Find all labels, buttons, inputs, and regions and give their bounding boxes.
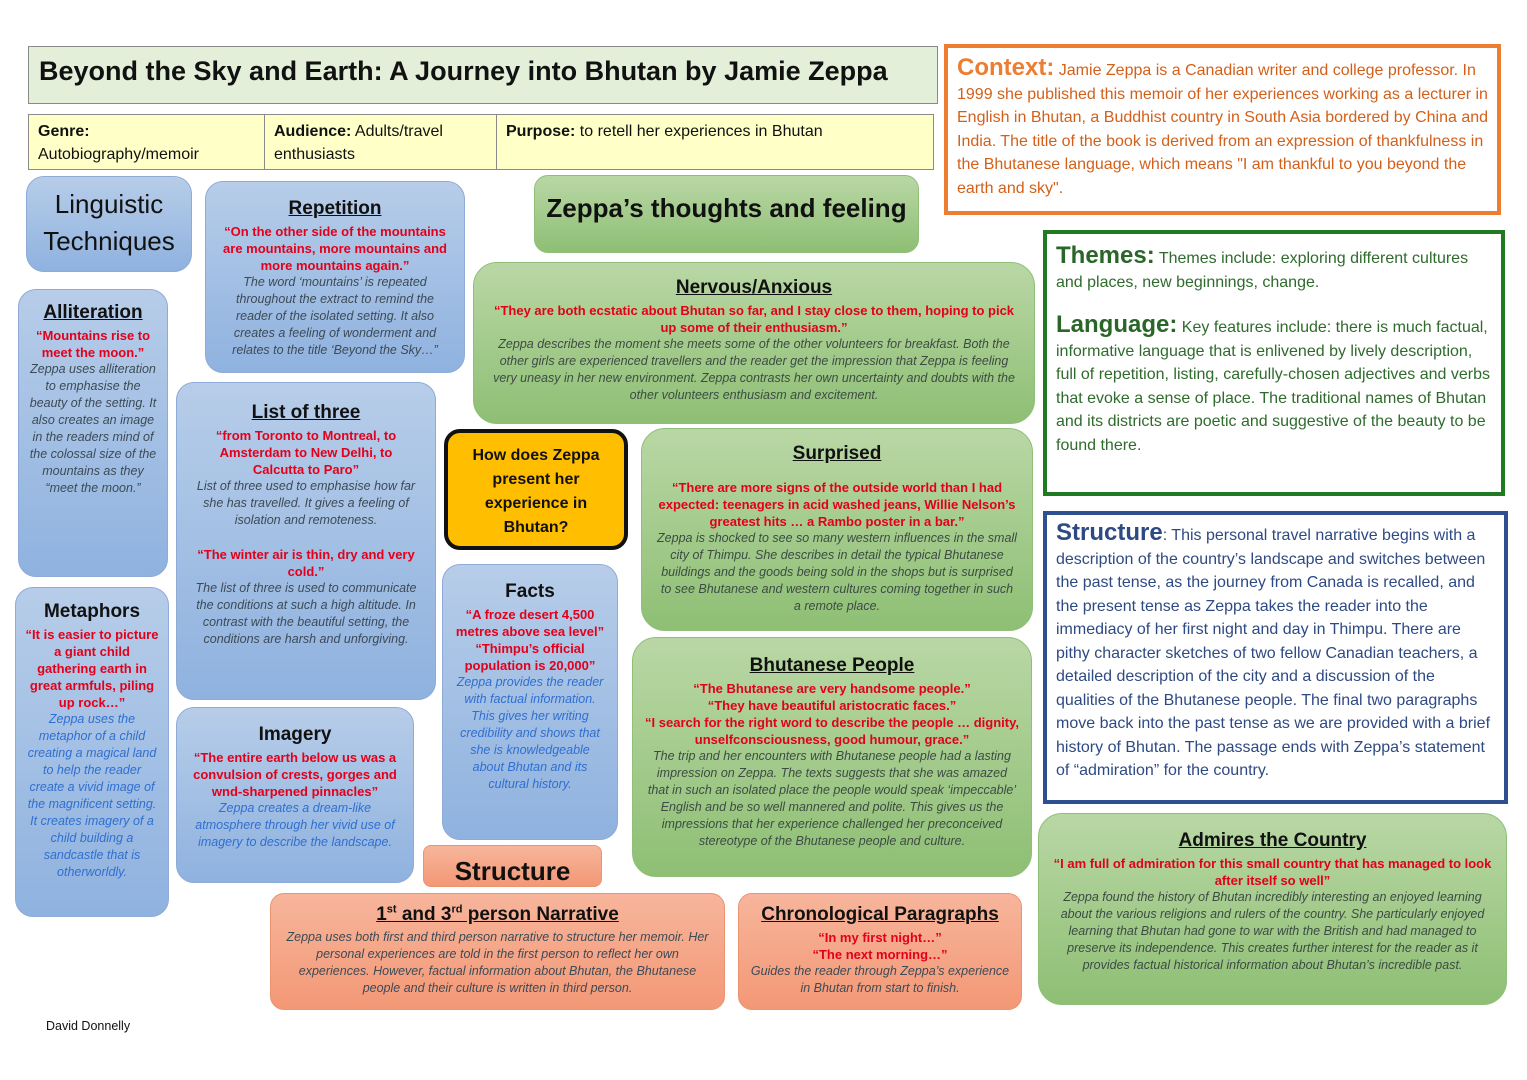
chronological-quote-1: “In my first night…” xyxy=(818,930,942,945)
author-name: David Donnelly xyxy=(46,1019,131,1033)
linguistic-techniques-heading-box xyxy=(26,176,192,272)
themes-language-box xyxy=(1043,230,1505,496)
language-label: Language: xyxy=(1056,311,1178,338)
narrative-title-part-1: 1 xyxy=(376,904,387,925)
facts-desc: Zeppa provides the reader with factual information. This gives her writing credibility and shows that she is knowledgeable about Bhutan and its cultural history. xyxy=(456,675,604,791)
bhutanese-people-card xyxy=(632,637,1032,877)
bhutanese-people-quote-1: “The Bhutanese are very handsome people.” xyxy=(693,681,971,696)
surprised-desc: Zeppa is shocked to see so many western influences in the small city of Thimpu. She describes in detail the typical Bhutanese buildings and the goods being sold in the shops but is surprised to see Bhutanese and western cultures coming together in such a remote place. xyxy=(657,531,1017,613)
list-of-three-card xyxy=(176,382,436,700)
chronological-title: Chronological Paragraphs xyxy=(761,904,999,925)
linguistic-techniques-heading: Linguistic Techniques xyxy=(43,189,175,256)
page-title: Beyond the Sky and Earth: A Journey into Bhutan by Jamie Zeppa xyxy=(39,56,888,86)
bhutanese-people-quote-3: “I search for the right word to describe the people … dignity, unselfconsciousness, good humour, grace.” xyxy=(645,715,1019,747)
nervous-card xyxy=(473,262,1035,424)
structure-info-box xyxy=(1043,511,1508,804)
admires-country-quote: “I am full of admiration for this small country that has managed to look after itself so well” xyxy=(1053,856,1492,888)
narrative-title-part-2: and 3 xyxy=(396,904,452,925)
narrative-title-part-3: person Narrative xyxy=(462,904,619,925)
metaphors-title: Metaphors xyxy=(43,601,141,622)
surprised-card xyxy=(641,428,1033,631)
chronological-quote-2: “The next morning…” xyxy=(812,947,948,962)
nervous-quote: “They are both ecstatic about Bhutan so far, and I stay close to them, hoping to pick up some of their enthusiasm.” xyxy=(493,303,1015,335)
facts-title: Facts xyxy=(505,581,555,602)
central-question-box xyxy=(444,429,628,550)
alliteration-desc: Zeppa uses alliteration to emphasise the beauty of the setting. It also creates an image in the readers mind of the colossal size of the mountains as they “meet the moon.” xyxy=(29,362,157,495)
alliteration-card xyxy=(18,289,168,577)
structure-heading: Structure xyxy=(454,856,571,886)
central-question: How does Zeppa present her experience in Bhutan? xyxy=(472,447,600,536)
list-of-three-quote-2: “The winter air is thin, dry and very cold.” xyxy=(197,547,415,579)
structure-heading-box xyxy=(423,845,602,887)
metaphors-quote: “It is easier to picture a giant child gathering earth in great armfuls, piling up rock…” xyxy=(25,627,159,710)
genre-label: Genre: xyxy=(38,123,90,140)
repetition-quote: “On the other side of the mountains are mountains, more mountains and more mountains again.” xyxy=(223,224,447,273)
list-of-three-desc-1: List of three used to emphasise how far she has travelled. It gives a feeling of isolation and remoteness. xyxy=(196,479,416,527)
themes-text: Themes include: exploring different cultures and places, new beginnings, change. xyxy=(1056,250,1469,291)
audience-cell xyxy=(265,115,497,169)
bhutanese-people-quote-2: “They have beautiful aristocratic faces.” xyxy=(707,698,957,713)
genre-cell xyxy=(29,115,265,169)
repetition-card xyxy=(205,181,465,373)
narrative-desc: Zeppa uses both first and third person narrative to structure her memoir. Her personal experiences are told in the first person to reflect her own experiences. However, factual information about Bhutan, the Bhutanese people and their culture is written in third person. xyxy=(286,930,709,995)
repetition-title: Repetition xyxy=(288,198,382,219)
bhutanese-people-desc: The trip and her encounters with Bhutanese people had a lasting impression on Zeppa. The texts suggests that she was amazed that in such an isolated place the people would speak ‘impeccable’ English and be so well mannered and polite. This gives us the impressions that her experience challenged her preconceived stereotype of the Bhutanese people and culture. xyxy=(647,749,1017,848)
surprised-title: Surprised xyxy=(792,443,882,464)
context-box xyxy=(944,44,1501,215)
audience-label: Audience: xyxy=(274,123,352,140)
imagery-desc: Zeppa creates a dream-like atmosphere through her vivid use of imagery to describe the landscape. xyxy=(195,801,395,849)
structure-info-label: Structure xyxy=(1056,519,1163,546)
alliteration-quote: “Mountains rise to meet the moon.” xyxy=(35,328,151,360)
chronological-desc: Guides the reader through Zeppa’s experience in Bhutan from start to finish. xyxy=(750,964,1010,995)
nervous-title: Nervous/Anxious xyxy=(675,277,833,298)
thoughts-heading-box xyxy=(534,175,919,253)
narrative-title xyxy=(285,904,710,926)
genre-value: Autobiography/memoir xyxy=(38,146,199,163)
purpose-label: Purpose: xyxy=(506,123,576,140)
list-of-three-quote-1: “from Toronto to Montreal, to Amsterdam to New Delhi, to Calcutta to Paro” xyxy=(215,428,397,477)
narrative-title-sup-1: st xyxy=(386,903,397,916)
context-label: Context: xyxy=(957,54,1055,81)
chronological-card xyxy=(738,893,1022,1010)
bhutanese-people-title: Bhutanese People xyxy=(749,655,915,676)
audience-value: Adults/travel enthusiasts xyxy=(274,123,443,163)
info-row xyxy=(28,114,934,170)
nervous-desc: Zeppa describes the moment she meets some of the other volunteers for breakfast. Both the other girls are experienced travellers and the reader get the impression that Zeppa is feeling very uneasy in her new environment. Zeppa contrasts her own uncertainty and doubts with the other volunteers enthusiasm and excitement. xyxy=(493,337,1015,402)
repetition-desc: The word ‘mountains’ is repeated throughout the extract to remind the reader of the isolated setting. It also creates a feeling of wonderment and relates to the title ‘Beyond the Sky…” xyxy=(232,275,438,357)
facts-quote: “A froze desert 4,500 metres above sea level” “Thimpu’s official population is 20,000” xyxy=(455,607,605,673)
list-of-three-desc-2: The list of three is used to communicate the conditions at such a high altitude. In contrast with the beautiful setting, the conditions are harsh and unforgiving. xyxy=(195,581,417,646)
language-block xyxy=(1056,313,1492,457)
admires-country-card xyxy=(1038,813,1507,1005)
narrative-card xyxy=(270,893,725,1010)
facts-card xyxy=(442,564,618,840)
admires-country-title: Admires the Country xyxy=(1178,830,1367,851)
list-of-three-title: List of three xyxy=(251,402,361,423)
admires-country-desc: Zeppa found the history of Bhutan incredibly interesting an enjoyed learning about the various religions and rulers of the country. She particularly enjoyed learning that Bhutan had gone to war with the British and had managed to preserve its independence. This creates further interest for the reader as it provides factual historical information about Bhutan’s incredible past. xyxy=(1060,890,1485,972)
page-title-box xyxy=(28,46,938,104)
alliteration-title: Alliteration xyxy=(43,302,143,323)
imagery-title: Imagery xyxy=(258,724,332,745)
thoughts-heading: Zeppa’s thoughts and feeling xyxy=(546,193,907,223)
metaphors-desc: Zeppa uses the metaphor of a child creating a magical land to help the reader create a vivid image of the magnificent setting. It creates imagery of a child building a sandcastle that is otherworldly. xyxy=(27,712,157,879)
themes-block xyxy=(1056,244,1492,294)
metaphors-card xyxy=(15,587,169,917)
surprised-quote: “There are more signs of the outside world than I had expected: teenagers in acid washed jeans, Willie Nelson’s greatest hits … a Rambo poster in a bar.” xyxy=(658,480,1016,529)
themes-label: Themes: xyxy=(1056,242,1155,269)
imagery-card xyxy=(176,707,414,883)
language-text: Key features include: there is much factual, informative language that is enlivened by lively description, full of repetition, listing, carefully-chosen adjectives and verbs that evoke a sense of place. The traditional names of Bhutan and its districts are poetic and suggestive of the beauty to be found there. xyxy=(1056,319,1490,454)
imagery-quote: “The entire earth below us was a convulsion of crests, gorges and wnd-sharpened pinnacles” xyxy=(193,750,397,799)
structure-info-text: : This personal travel narrative begins with a description of the country’s landscape and switches between the past tense, as the journey from Canada is recalled, and the present tense as Zeppa takes the reader into the immediacy of her first night and day in Thimpu. There are pithy character sketches of two fellow Canadian teachers, a detailed description of the city and a discussion of the qualities of the Bhutanese people. The final two paragraphs move back into the past tense as we are provided with a brief history of Bhutan. The passage ends with Zeppa’s statement of “admiration” for the country. xyxy=(1056,527,1491,779)
purpose-value: to retell her experiences in Bhutan xyxy=(579,123,823,140)
narrative-title-sup-2: rd xyxy=(451,903,463,916)
context-text: Jamie Zeppa is a Canadian writer and college professor. In 1999 she published this memoir of her experiences working as a lecturer in English in Bhutan, a Buddhist country in South Asia bordered by China and India. The title of the book is derived from an expression of thankfulness in the Bhutanese language, which means "I am thankful to you beyond the earth and sky". xyxy=(957,62,1489,197)
purpose-cell xyxy=(497,115,933,169)
